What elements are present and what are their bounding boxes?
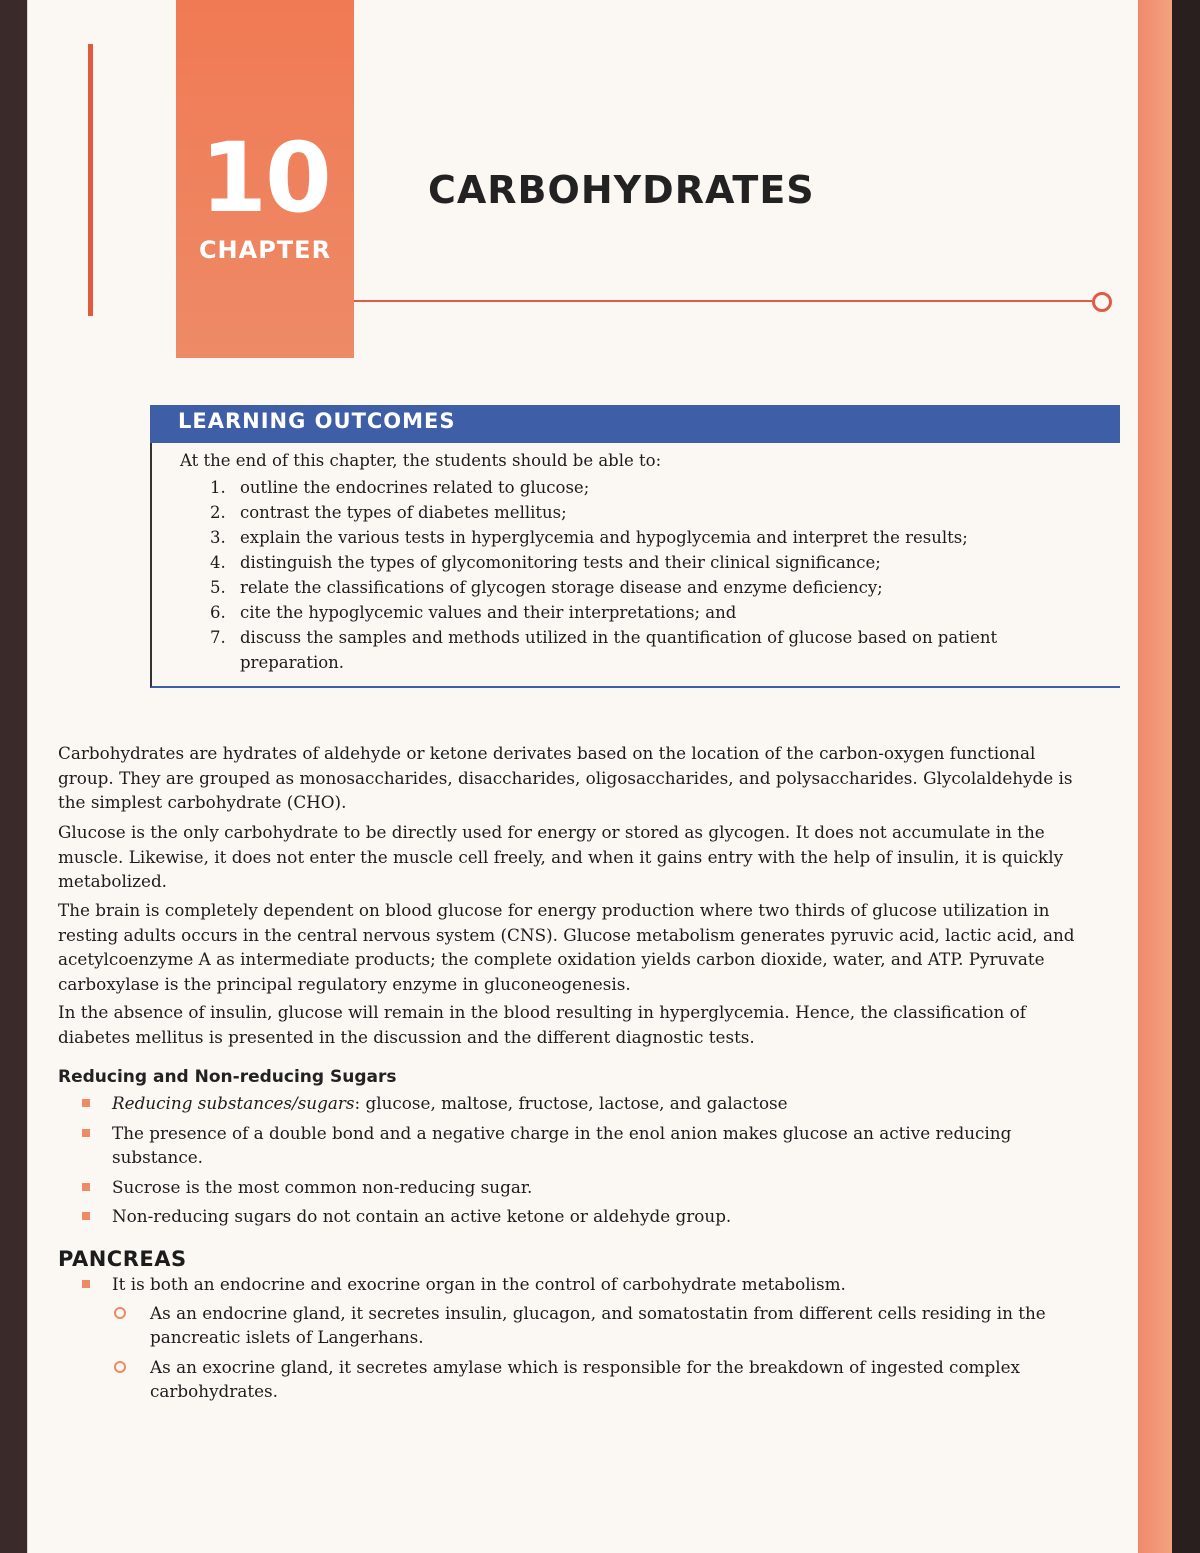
chapter-block <box>176 0 354 358</box>
chapter-title: CARBOHYDRATES <box>428 168 815 212</box>
title-underline <box>354 300 1092 302</box>
outcome-item: 5. relate the classifications of glycogen storage disease and enzyme deficiency; <box>210 578 883 597</box>
background-edge <box>1172 0 1200 1553</box>
outcome-item: 2. contrast the types of diabetes mellitus; <box>210 503 567 522</box>
paragraph-brain: The brain is completely dependent on blood glucose for energy production where two thirds of glucose utilization in resting adults occurs in the central nervous system (CNS). Glucose metabolism generates pyruvic acid, lactic acid, and acetylcoenzyme A as intermediate products; the complete oxidation yields carbon dioxide, water, and ATP. Pyruvate carboxylase is the principal regulatory enzyme in gluconeogenesis. <box>58 900 1075 994</box>
reducing-sugars-list <box>80 1091 1090 1234</box>
pancreas-list <box>80 1272 1090 1409</box>
learning-outcomes-list <box>182 475 1062 675</box>
outcome-item: 7. discuss the samples and methods utilized in the quantification of glucose based on patient preparation. <box>210 628 998 672</box>
page-edge-strip <box>1138 0 1172 1553</box>
paragraph-glucose: Glucose is the only carbohydrate to be directly used for energy or stored as glycogen. It does not accumulate in the muscle. Likewise, it does not enter the muscle cell freely, and when it gains entry with the help of insulin, it is quickly metabolized. <box>58 822 1064 891</box>
learning-outcomes-banner <box>150 405 1120 443</box>
sub-list-item: As an exocrine gland, it secretes amylase which is responsible for the breakdown of ingested complex carbohydrates. <box>112 1355 1090 1404</box>
list-item: Reducing substances/sugars: glucose, maltose, fructose, lactose, and galactose <box>80 1091 1090 1116</box>
outcome-item: 3. explain the various tests in hyperglycemia and hypoglycemia and interpret the results; <box>210 528 968 547</box>
chapter-label: CHAPTER <box>198 236 332 264</box>
list-item: It is both an endocrine and exocrine organ in the control of carbohydrate metabolism. As an endocrine gland, it secretes insulin, glucagon, and somatostatin from different cells residing in the pancreatic islets of Langerhans. As an exocrine gland, it secretes amylase which is responsible for the breakdown of ingested complex carbohydrates. <box>80 1272 1090 1404</box>
pancreas-sub-list <box>112 1301 1090 1404</box>
pancreas-heading: PANCREAS <box>58 1247 187 1271</box>
learning-outcomes-heading: LEARNING OUTCOMES <box>178 409 456 433</box>
list-item: Sucrose is the most common non-reducing sugar. <box>80 1175 1090 1200</box>
list-item: Non-reducing sugars do not contain an active ketone or aldehyde group. <box>80 1204 1090 1229</box>
paragraph-intro: Carbohydrates are hydrates of aldehyde or ketone derivates based on the location of the carbon-oxygen functional group. They are grouped as monosaccharides, disaccharides, oligosaccharides, and polysaccharides. Glycolaldehyde is the simplest carbohydrate (CHO). <box>58 743 1073 812</box>
paragraph-insulin: In the absence of insulin, glucose will remain in the blood resulting in hyperglycemia. Hence, the classification of diabetes mellitus is presented in the discussion and the different diagnostic tests. <box>58 1002 1026 1047</box>
outcome-item: 1. outline the endocrines related to glucose; <box>210 478 590 497</box>
list-item: The presence of a double bond and a negative charge in the enol anion makes glucose an active reducing substance. <box>80 1121 1090 1170</box>
title-line-end-dot <box>1092 292 1112 312</box>
reducing-sugars-heading: Reducing and Non-reducing Sugars <box>58 1067 397 1087</box>
chapter-number: 10 <box>200 122 330 234</box>
outcome-item: 6. cite the hypoglycemic values and their interpretations; and <box>210 603 737 622</box>
decorative-left-rule <box>88 44 93 316</box>
learning-outcomes-intro: At the end of this chapter, the students should be able to: <box>180 451 662 470</box>
outcome-item: 4. distinguish the types of glycomonitoring tests and their clinical significance; <box>210 553 881 572</box>
learning-outcomes-box <box>150 443 1120 688</box>
sub-list-item: As an endocrine gland, it secretes insulin, glucagon, and somatostatin from different cells residing in the pancreatic islets of Langerhans. <box>112 1301 1090 1350</box>
